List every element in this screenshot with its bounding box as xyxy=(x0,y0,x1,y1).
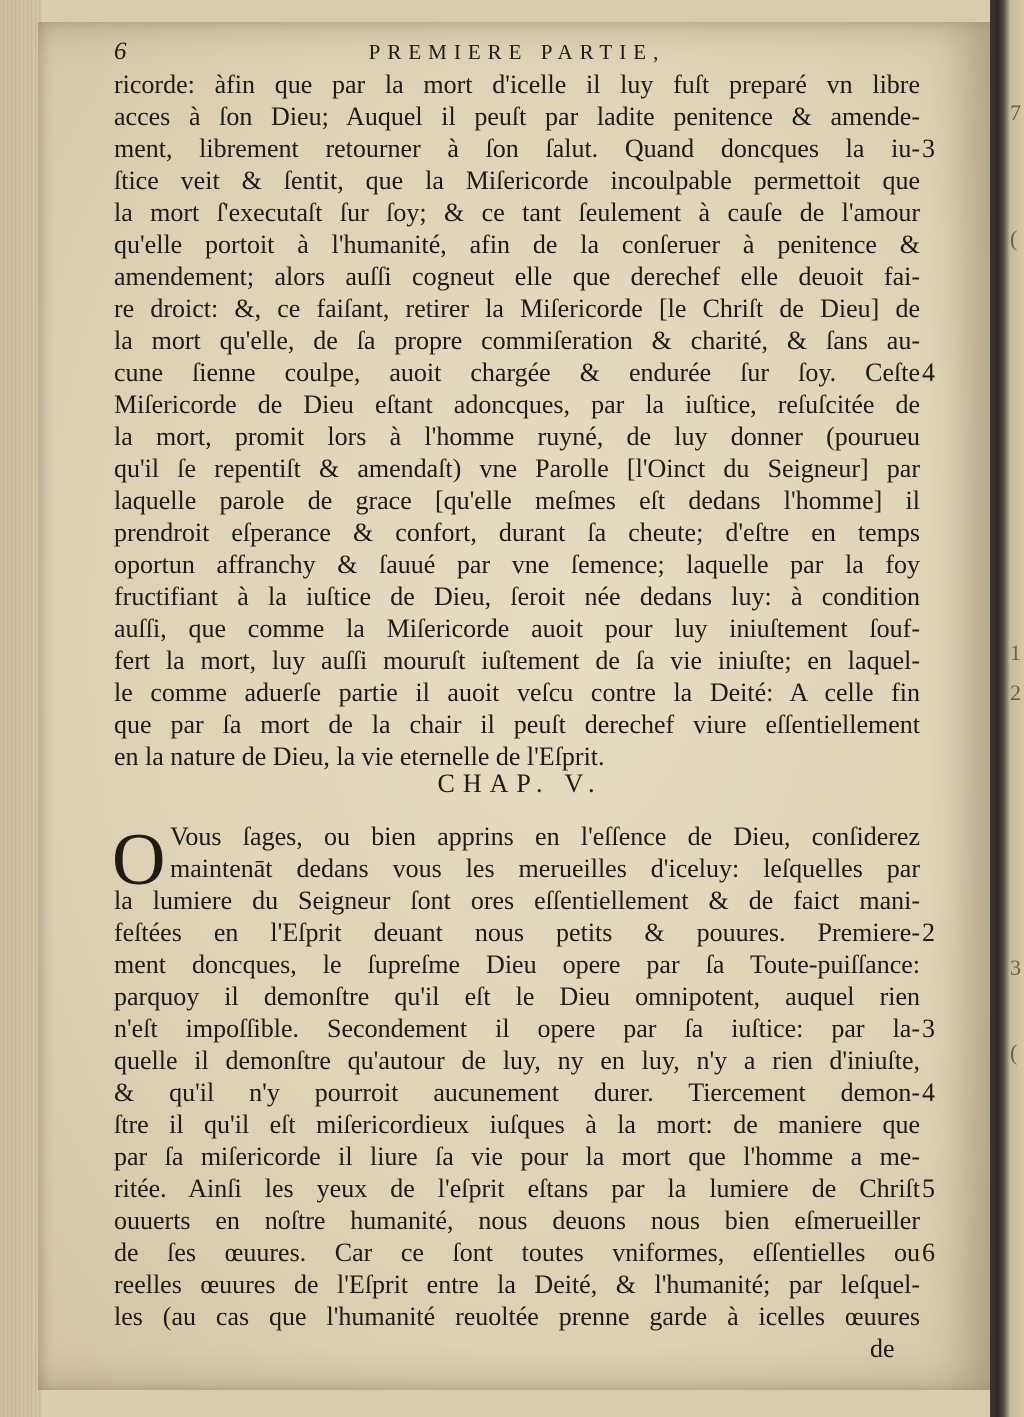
text-line: ſtre il qu'il eſt miſericordieux iuſques à la mort: de maniere que xyxy=(114,1110,920,1139)
text-line: n'eſt impoſſible. Secondement il opere par ſa iuſtice: par la- xyxy=(114,1014,920,1043)
text-line: prendroit eſperance & confort, durant ſa cheute; d'eſtre en temps xyxy=(114,518,920,547)
verse-number: 3 xyxy=(922,1014,935,1043)
text-line: la lumiere du Seigneur ſont ores eſſentiellement & de faict mani- xyxy=(114,886,920,915)
text-line: fructifiant à la iuſtice de Dieu, ſeroit née dedans luy: à condition xyxy=(114,582,920,611)
text-line: quelle il demonſtre qu'autour de luy, ny en luy, n'y a rien d'iniuſte, xyxy=(114,1046,920,1075)
facing-page-char: ( xyxy=(1010,226,1018,251)
text-line: par ſa miſericorde il liure ſa vie pour la mort que l'homme a me- xyxy=(114,1142,920,1171)
text-line: maintenāt dedans vous les merueilles d'iceluy: leſquelles par xyxy=(170,854,920,883)
text-line: fert la mort, luy auſſi mouruſt iuſtement de ſa vie iniuſte; en laquel- xyxy=(114,646,920,675)
text-line: Vous ſages, ou bien apprins en l'eſſence de Dieu, conſiderez xyxy=(170,822,920,851)
text-line: ſtice veit & ſentit, que la Miſericorde incoulpable permettoit que xyxy=(114,166,920,195)
text-line: la mort qu'elle, de ſa propre commiſeration & charité, & ſans au- xyxy=(114,326,920,355)
text-line: feſtées en l'Eſprit deuant nous petits & pouures. Premiere- xyxy=(114,918,920,947)
text-line: ouuerts en noſtre humanité, nous deuons nous bien eſmerueiller xyxy=(114,1206,920,1235)
text-line: re droict: &, ce faiſant, retirer la Miſericorde [le Chriſt de Dieu] de xyxy=(114,294,920,323)
text-line: le comme aduerſe partie il auoit veſcu contre la Deité: A celle fin xyxy=(114,678,920,707)
text-line: ricorde: àfin que par la mort d'icelle il luy fuſt preparé vn libre xyxy=(114,70,920,99)
text-line: les (au cas que l'humanité reuoltée prenne garde à icelles œuures xyxy=(114,1302,920,1331)
text-line: ment doncques, le ſupreſme Dieu opere par ſa Toute-puiſſance: xyxy=(114,950,920,979)
verse-number: 2 xyxy=(922,918,935,947)
text-line: cune ſienne coulpe, auoit chargée & endurée ſur ſoy. Ceſte xyxy=(114,358,920,387)
text-line: la mort, promit lors à l'homme ruyné, de luy donner (pourueu xyxy=(114,422,920,451)
facing-page-char: 3 xyxy=(1010,955,1021,980)
drop-cap: O xyxy=(112,819,166,901)
text-line: oportun affranchy & ſauué par vne ſemence; laquelle par la foy xyxy=(114,550,920,579)
verse-number: 6 xyxy=(922,1238,935,1267)
verse-number: 5 xyxy=(922,1174,935,1203)
verse-number: 3 xyxy=(922,134,935,163)
text-line: la mort ſ'executaſt ſur ſoy; & ce tant ſeulement à cauſe de l'amour xyxy=(114,198,920,227)
text-line: laquelle parole de grace [qu'elle meſmes eſt dedans l'homme] il xyxy=(114,486,920,515)
text-line: Miſericorde de Dieu eſtant adoncques, par la iuſtice, reſuſcitée de xyxy=(114,390,920,419)
text-line: reelles œuures de l'Eſprit entre la Deité, & l'humanité; par leſquel- xyxy=(114,1270,920,1299)
text-line: & qu'il n'y pourroit aucunement durer. Tiercement demon- xyxy=(114,1078,920,1107)
text-line: que par ſa mort de la chair il peuſt derechef viure eſſentiellement xyxy=(114,710,920,739)
text-line: amendement; alors auſſi cogneut elle que derechef elle deuoit fai- xyxy=(114,262,920,291)
text-line: auſſi, que comme la Miſericorde auoit pour luy iniuſtement ſouf- xyxy=(114,614,920,643)
facing-page-char: 2 xyxy=(1010,680,1021,705)
page-number: 6 xyxy=(114,38,127,65)
facing-page-char: ( xyxy=(1010,1040,1018,1065)
text-line: acces à ſon Dieu; Auquel il peuſt par ladite penitence & amende- xyxy=(114,102,920,131)
text-line: parquoy il demonſtre qu'il eſt le Dieu omnipotent, auquel rien xyxy=(114,982,920,1011)
text-line: qu'il ſe repentiſt & amendaſt) vne Parolle [l'Oinct du Seigneur] par xyxy=(114,454,920,483)
text-line: qu'elle portoit à l'humanité, afin de la conſeruer à penitence & xyxy=(114,230,920,259)
text-line: ritée. Ainſi les yeux de l'eſprit eſtans par la lumiere de Chriſt xyxy=(114,1174,920,1203)
facing-page-char: 7 xyxy=(1010,100,1021,125)
text-line: en la nature de Dieu, la vie eternelle de l'Eſprit. xyxy=(114,742,605,771)
text-line: ment, librement retourner à ſon ſalut. Quand doncques la iu- xyxy=(114,134,920,163)
text-line: de ſes œuures. Car ce ſont toutes vniformes, eſſentielles ou xyxy=(114,1238,920,1267)
catchword: de xyxy=(870,1334,895,1363)
running-head: PREMIERE PARTIE, xyxy=(368,40,666,64)
facing-page-char: 1 xyxy=(1010,640,1021,665)
verse-number: 4 xyxy=(922,358,935,387)
chapter-heading: CHAP. V. xyxy=(437,769,603,798)
verse-number: 4 xyxy=(922,1078,935,1107)
